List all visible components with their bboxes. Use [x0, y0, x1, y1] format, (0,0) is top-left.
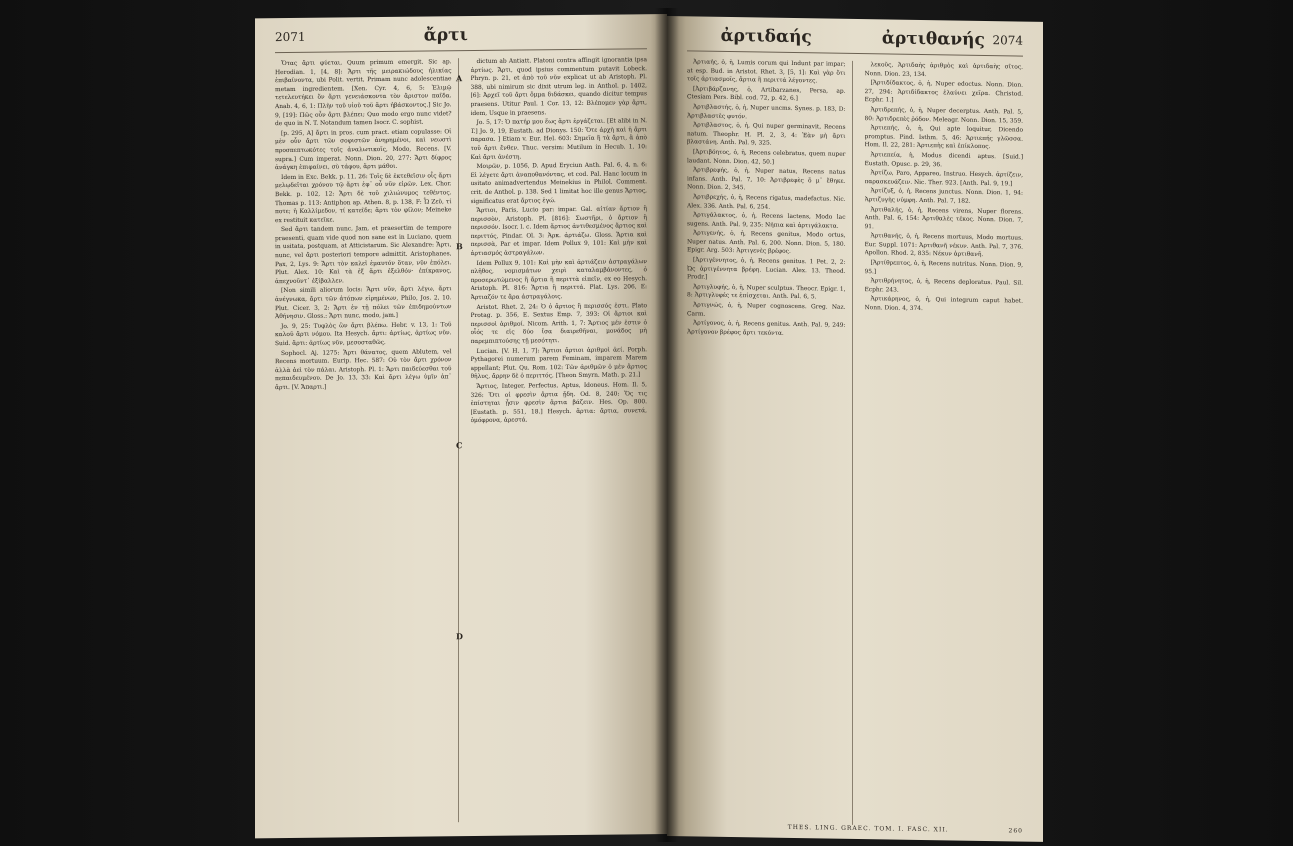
- paragraph: Ἄρτιος, Integer, Perfectus, Aptus, Idoneus. Hom. Il. 5, 326: Ὅτι οἱ φρεσὶν ἄρτια ᾔδη. Od. 8, 240: Ὅς τις ἐπίστηται ᾗσιν φρεσὶν ἄρτια βάζειν. Hes. Op. 800. [Eustath. p. 551, 18.] Hesych. ἄρτια: ἄρτια, συνετά, ὁμόφρονα, ἀρεστά.: [470, 382, 647, 425]
- paragraph: Ἀρτιβλαστος, ὁ, ἡ, Qui nuper germinavit, Recens natum. Theophr. H. Pl. 2, 3, 4: Ἐὰν μὴ ἄρτι βλαστάνη. Anth. Pal. 9, 325.: [687, 122, 846, 147]
- left-page-number: 2071: [275, 29, 306, 45]
- right-page: [667, 16, 1043, 842]
- paragraph: Jo. 5, 17: Ὁ πατήρ μου ἕως ἄρτι ἐργάζεται. [Et alibi in N. T.] Jo. 9, 19, Eustath. ad Dionys. 150: Ὅτε ἀρχὴ καὶ ἡ ἄρτι παρασα. ] Etiam v. Eur. Hel. 603: Σημεῖα ἢ τὰ ἄρτι, ἃ ἀπὸ τοῦ ἄρτι ἔνθεν. Thuc. versim: Mutilum in Hecub. 1, 10: Καὶ ἄρτι ἀνέστη.: [470, 118, 647, 161]
- right-page-number: 2074: [992, 33, 1023, 48]
- section-marker-d: D: [456, 631, 463, 642]
- paragraph: Ἀρτίζυξ, ὁ, ἡ, Recens junctus. Nonn. Dion. 1, 94: Ἀρτιζυγὴς νύμφη. Anth. Pal. 7, 182.: [864, 188, 1023, 205]
- left-section-markers: [455, 58, 467, 822]
- paragraph: Ἀρτιγνώς, ὁ, ἡ, Nuper cognoscens. Greg. Naz. Carm.: [687, 302, 846, 318]
- paragraph: dictum ab Antiatt. Platoni contra affingit ignorantia ipsa ἀρτίως. Ἄρτι, quod ipsius commentum putavit Lobeck. Phryn. p. 21, et ἀπὸ τοῦ νῦν explicat ut ab Aristoph. Pl. 388, ubi nimirum sic dixit utrum leg. in Anthol. p. 1402, [6]: Ἀρχεῖ τοῦ ἄρτι ὅμμα διδάσκει, quando dicitur tempus praesens. Utitur Paul. 1 Cor. 13, 12: Βλέπομεν γὰρ ἄρτι, idem, Usque in praesens.: [470, 57, 647, 117]
- paragraph: Ἀρτίζω, Paro, Appareo, Instruo. Hesych. ἀρτίζειν, παρασκευάζειν. Nic. Ther. 923. [Anth. Pal. 9, 19.]: [864, 170, 1023, 188]
- paragraph: Ἀρτιβλαστής, ὁ, ἡ, Nuper uncms. Synes. p. 183, D: Ἀρτιβλαστὲς φυτόν.: [687, 104, 846, 120]
- right-page-columns: [687, 58, 1023, 827]
- right-page-headword-left: ἀρτιδαής: [720, 25, 812, 48]
- section-marker-c: C: [456, 440, 463, 451]
- printer-signature: THES. LING. GRAEC. TOM. I. FASC. XII.: [787, 823, 949, 834]
- paragraph: [Non simili aliorum locis: Ἄρτι νῦν, ἄρτι λέγω, ἄρτι ἀνέγνωκα, ἄρτι τῶν ἀτόπων εἰρημένων, Philo, Jos. 2, 10. Plut. Cicer. 3, 2: Ἄρτι ἐν τῇ πόλει τῶν ἐπιδημούντων Ἀθήνησιν. Gloss.: Ἄρτι nunc, modo, jam.]: [275, 286, 452, 321]
- paragraph: Ἀρτικάρηνος, ὁ, ἡ, Qui integrum caput habet. Nonn. Dion. 4, 374.: [864, 296, 1023, 313]
- left-page-headword: ἄρτι: [423, 25, 468, 46]
- paragraph: Ἀρτιβρεφής, ὁ, ἡ, Nuper natus, Recens natus infans. Anth. Pal. 7, 10: Ἀρτιβρεφὲς ὅ μ᾽ ἔθηκε. Nonn. Dion. 2, 345.: [687, 167, 846, 192]
- left-page: [255, 14, 667, 838]
- right-column-a: [687, 58, 853, 825]
- paragraph: Ἀρτιθαλής, ὁ, ἡ, Recens virens, Nuper florens. Anth. Pal. 6, 154: Ἀρτιθαλὲς τέκος. Nonn. Dion. 7, 91.: [864, 206, 1023, 230]
- paragraph: λεκοῦς, Ἀρτιδαὴς ἀριθμὸς καὶ ἀρτιδαὴς σῖτος. Nonn. Dion. 23, 134.: [864, 62, 1023, 78]
- paragraph: Ἀρτιθανής, ὁ, ἡ, Recens mortuus, Modo mortuus. Eur. Suppl. 1071: Ἀρτιθανῆ νέκυν. Anth. Pal. 7, 376. Apollon. Rhod. 2, 835: Νέκυν ἀρτιθανῆ.: [864, 233, 1023, 259]
- left-column-b: [471, 56, 648, 822]
- paragraph: Ἀρτίγονος, ὁ, ἡ, Recens genitus. Anth. Pal. 9, 249: Ἀρτίγονον βρέφος ἄρτι τεκόντα.: [687, 320, 846, 337]
- paragraph: [Ἀρτίθρεπτος, ὁ, ἡ, Recens nutritus. Nonn. Dion. 9, 95.]: [864, 260, 1023, 275]
- signature-number: 260: [1008, 827, 1023, 835]
- paragraph: [Ἀρτιγέννητος, ὁ, ἡ, Recens genitus. 1 Pet. 2, 2: Ὡς ἀρτιγέννητα βρέφη. Lucian. Alex. 13. Theod. Prodr.]: [687, 257, 846, 281]
- paragraph: Ἀρτιαής, ὁ, ἡ, Lumis corum qui Indunt par impar; at esp. Bud. in Aristot. Rhet. 3, [5, 1]: Καὶ γὰρ ὅτι τοῖς ἀρτιασμοῖς, ἄρτια ἢ περιττά λέγοντες.: [687, 59, 846, 85]
- paragraph: Μοιρῶν, p. 1056, D. Apud Eryciun Anth. Pal. 6, 4, n. 6: Εἰ λέγετε ἄρτι ἀναποθανόντας, et cod. Pal. Hanc locum in usitato animadvertendus Meinekius in Philol. Comment. crit. de Anthol. p. 138. Sed 1 limitat hoc ille genus Ἄρτιος, significatus erat ἄρτιος ἐγώ.: [470, 162, 647, 205]
- paragraph: [Ἀρτιβόητος, ὁ, ἡ, Recens celebratus, quem nuper laudant. Nonn. Dion. 42, 50.]: [687, 149, 846, 166]
- paragraph: [Ἀρτιβάρζανης, ὁ, Artibarzanes, Persa, ap. Ctesiam Pers. Bibl. cod. 72, p. 42, 6.]: [687, 86, 846, 103]
- right-page-header: [687, 24, 1023, 56]
- paragraph: Ὅτας ἄρτι φύεται, Quum primum emergit. Sic ap. Herodian. 1, [4, 8]: Ἄρτι τῆς μειρακιώδους ἡλικίας ἐπιβαίνοντα, ubi Polit. vertit, Primam nunc adolescentiae metam ingredientem. [Xen. Cyr. 4, 6, 5: Ἐλιμῷ τετελευτήκει ὅν ἄρτι γενειάσκοντα τὸν ἄριστον παῖδα. Anab. 4, 6, 1: Πλὴν τοῦ υἱοῦ τοῦ ἄρτι ἡβάσκοντος.] Sic Jo. 9, [19]: Πῶς οὖν ἄρτι βλέπει; Quo modo ergo nunc videt? de quo in N. T. Notandum tamen Isocr. C. sophist.: [275, 59, 452, 128]
- paragraph: Sed ἄρτι tandem nunc, Jam, et praesertim de tempore praesenti, quam vide quod non sane est in Luciano, quem in usitata, postquam, at Atticistarum. Sic Alexandre: Ἄρτι, nunc, vel ἄρτι posteriori tempore admittit. Aristophanes, Pax, 2, Lys. 9: Ἄρτι τὸν καλεῖ ἐμαυτόν ὅταν, νῦν ἐπόλει. Plut. Alex. 10: Καὶ τὰ ἐξ ἄρτι ἐξελθόν· ἐπίκρανος, ἀπεχνοῦντ᾽ ἐξίβαλλεν.: [275, 225, 452, 285]
- paragraph: Idem in Exc. Bekk. p. 11, 26: Τοῖς δὲ ἐκτεθεῖσιν οἷς ἄρτι μελῳδεῖται χρόνου τῷ ἄρτι ἐφ᾽ οὗ νῦν εἰρῶν. Lex. Chor. Bekk. p. 102, 12: Ἄρτι δὲ τοῦ χιλιώνυμος τεθέντος. Thomas p. 113: Antiphon ap. Athen. 8, p. 138, F: Ὦ Ζεῦ, τί ποτε; ἡ Καλλίμεδον, τί κατεῖδε; ἄρτι τὸν φίλον; Meineke ex restituit κατεῖκε.: [275, 172, 452, 224]
- paragraph: Ἀρτιγλυφής, ὁ, ἡ, Nuper sculptus. Theocr. Epigr. 1, 8: Ἀρτιγλυφές τε ἐπίσχεται. Anth. Pal. 6, 5.: [687, 284, 846, 301]
- paragraph: [p. 295, A] ἄρτι in pros. cum pract. etiam copulasse: Οἱ μὲν οὖν ἄρτι τῶν σοφιστῶν ἀνηρημένοι, καὶ νεωστὶ προσπεπτωκότες τοῖς ἀναλωτικοῖς, Modo, Recens. [V. supra.] Cum imperat. Nonn. Dion. 20, 277: Ἄρτι δίφρος ἀνάγκη ἐπιφαίνει, σὺ τάφου, ἄρτι μάθοι.: [275, 129, 452, 172]
- section-marker-a: A: [456, 73, 463, 84]
- paragraph: Idem Pollux 9, 101: Καὶ μὴν καὶ ἀρτιάζειν ἀστραγάλων πλῆθος, νομισμάτων χειρὶ καταλαμβάνοντες, ὁ προσερωτώμενος ἢ ἄρτια ἢ περιττὰ εἰπεῖν, ex eo Hesych. Aristoph. Pl. 816: Ἄρτια ἢ περιττά. Plat. Lys. 206, E: Ἄρτιαζόν τε ἄρα ἀστραγάλοις.: [470, 258, 647, 302]
- paragraph: Ἄρτιοι, Paris, Lucio par: impar. Gal. αἰτίαν ἄρτιον ἢ περισσὸν, Aristoph. Pl. [816]: Σωστῆρι, ὁ ἄρτιον ἢ περισσόν. Isocr. l. c. Idem ἄρτιος ἀντιθεσμένος ἄρτιος καὶ περιττός, Pindar. Ol. 3: Ἀρκ. ἀρτιάζω. Gloss. Ἄρτια καὶ περισσὰ, Par et impar. Idem Pollux 9, 101: Καὶ μὴν καὶ ἀρτιασμός ἀστραγάλων.: [470, 206, 647, 258]
- paragraph: Sophocl. Aj. 1275: Ἄρτι θάνατος, quem Ablutem, vel Recens mortuum. Eurip. Hec. 587: Οὐ τὸν ἄρτι χρόνον ἀλλὰ ἀεὶ τὸν πάλαι. Aristoph. Pl. 1: Ἄρτι παιδεύεσθαι τοῦ πεπαιδευμένου. De Jo. 13, 33: Καὶ ἄρτι λέγω ὑμῖν ἀπ᾽ ἄρτι. [V. Ἄπαρτι.]: [275, 348, 452, 392]
- paragraph: Jo. 9, 25: Τυφλὸς ὢν ἄρτι βλέπω. Hebr. v. 13, 1: Τοῦ καλοῦ ἄρτι νόμου. Ita Hesych. ἄρτι: ἀρτίως, ἀρτίως νῦν. Suid. ἄρτι: ἀρτίως νῦν, μεσοσταθῶς.: [275, 322, 452, 348]
- paragraph: Ἀρτιδρεπής, ὁ, ἡ, Nuper decerptus. Anth. Pal. 5, 80: Ἀρτιδρεπὲς ῥόδον. Meleagr. Nonn. Dion. 15, 359.: [864, 107, 1023, 125]
- paragraph: [Ἀρτιδίδακτος, ὁ, ἡ, Nuper edoctus. Nonn. Dion. 27, 294: Ἀρτιδίδακτος ἐλαύνει χεῖρα. Christod. Ecphr. 1.]: [864, 80, 1023, 104]
- right-column-b: [865, 61, 1024, 827]
- paragraph: Aristot. Rhet. 2, 24: Ὁ ὁ ἄρτιος ἢ περισσός ἐστι. Plato Protag. p. 356, E. Sextus Emp. 7, 393: Οἱ ἄρτιοι καὶ περισσοὶ ἀριθμοί. Nicom. Arith. 1, 7: Ἄρτιος μέν ἐστιν ὁ οἷός τε εἰς δύο ἴσα διαιρεθῆναι, μονάδος μὴ παρεμπιπτούσης τῇ μεσότητι.: [470, 302, 647, 346]
- left-column-a: [275, 58, 459, 824]
- paragraph: Ἀρτιθρήνητος, ὁ, ἡ, Recens deploratus. Paul. Sil. Ecphr. 243.: [864, 278, 1023, 294]
- right-page-headword-right: ἀρτιθανής: [881, 28, 985, 50]
- paragraph: Ἀρτιεπεία, ἡ, Modus dicendi aptus. [Suid.] Eustath. Opusc. p. 29, 36.: [864, 152, 1023, 168]
- paragraph: Ἀρτιγάλακτος, ὁ, ἡ, Recens lactens, Modo lac sugens. Anth. Pal. 9, 235: Νήπια καὶ ἀρτιγάλακτα.: [687, 212, 846, 230]
- paragraph: Lucian. [V. H. 1, 7]: Ἄρτιοι ἄρτιοι ἀριθμοὶ ἀεί. Porph. Pythagorei numerum parem Feminam, imparem Marem appellant; Plut. Qu. Rom. 102: Τῶν ἀριθμῶν ὁ μὲν ἄρτιος θῆλυς, ἄρρην δὲ ὁ περιττός. [Theon Smyrn. Math. p. 21.]: [470, 346, 647, 381]
- section-marker-b: B: [456, 241, 463, 252]
- left-page-header: [275, 22, 647, 53]
- paragraph: Ἀρτιγενής, ὁ, ἡ, Recens genitus, Modo ortus, Nuper natus. Anth. Pal. 6, 200. Nonn. Dion. 5, 180. Epigr. Arg. 503: Ἀρτιγενὲς βρέφος.: [687, 230, 846, 256]
- paragraph: Ἀρτιβρεχής, ὁ, ἡ, Recens rigatus, madefactus. Nic. Alex. 336. Anth. Pal. 6, 254.: [687, 194, 846, 211]
- paragraph: Ἀρτιεπής, ὁ, ἡ, Qui apte loquitur, Dicendo promptus. Pind. Isthm. 5, 46: Ἀρτιεπής γλῶσσα. Hom. Il. 22, 281: Ἀρτιεπὴς καὶ ἐπίκλοπος.: [864, 125, 1023, 151]
